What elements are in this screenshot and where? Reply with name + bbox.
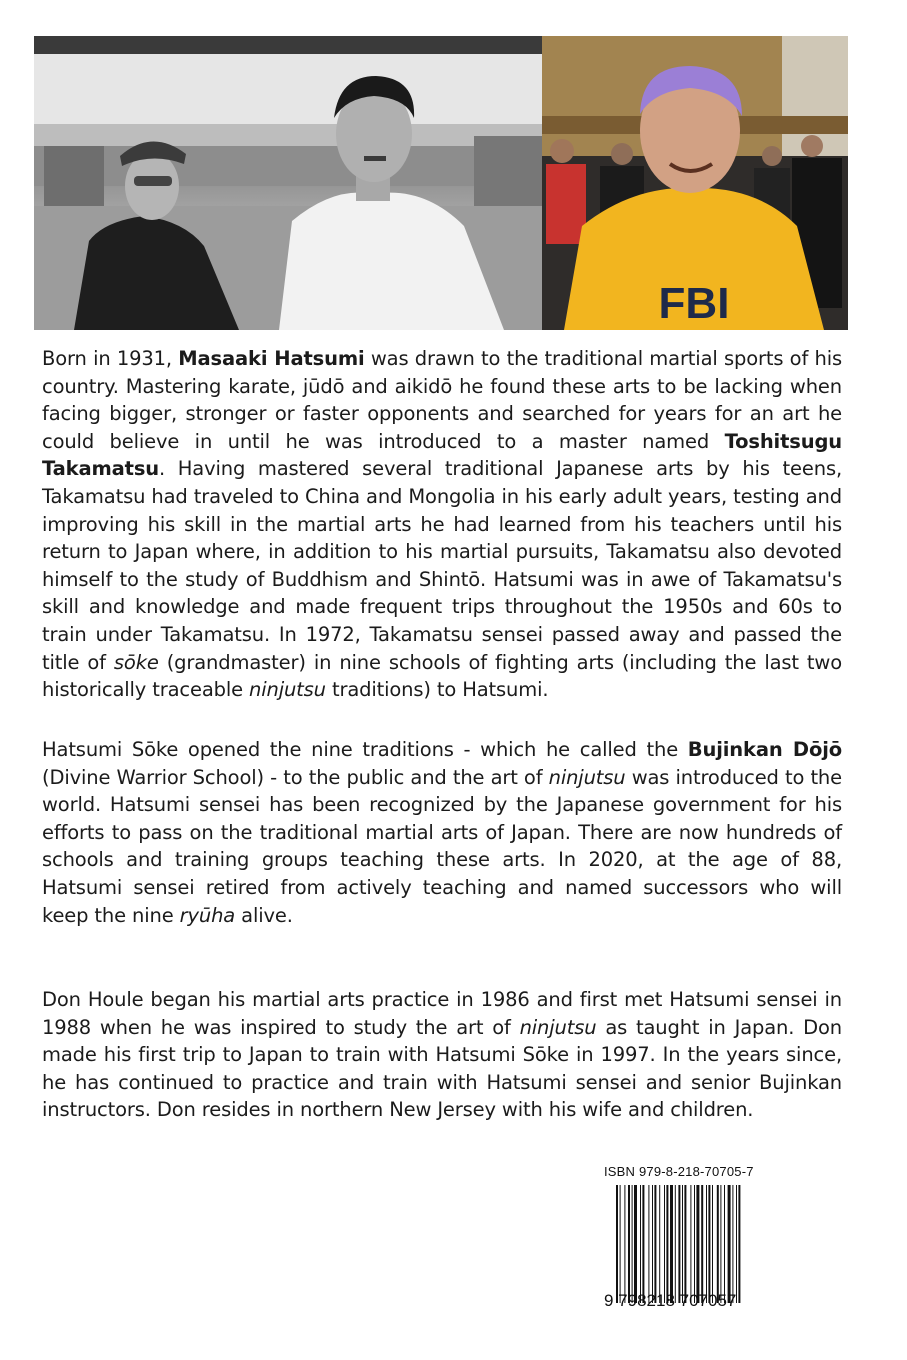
color-photo-illustration <box>542 36 848 330</box>
text-run: alive. <box>235 903 293 927</box>
text-run: Born in 1931, <box>42 347 179 370</box>
text-run: was introduced to the world. Hatsumi sensei has been recognized by the Japanese government for his efforts to pass on the traditional martial arts of Japan. There are now hundreds of schools and training groups teaching these arts. In 2020, at the age of 88, Hatsumi sensei retired from actively teaching and named successors who will keep the nine <box>42 765 842 927</box>
text-run: was drawn to the traditional martial sports of his country. Mastering karate, jūdō and aikidō he found these arts to be lacking when facing bigger, stronger or faster opponents and searched for years for an art he could believe in until he was introduced to a master named <box>42 347 842 453</box>
isbn-label: ISBN 979-8-218-70705-7 <box>604 1164 754 1179</box>
color-photo <box>542 36 848 330</box>
text-run: as taught in Japan. Don made his first trip to Japan to train with Hatsumi Sōke in 1997. In the years since, he has continued to practice and train with Hatsumi sensei and senior Bujinkan instructors. Don resides in northern New Jersey with his wife and children. <box>42 1015 842 1122</box>
text-run: (Divine Warrior School) - to the public and the art of <box>42 765 549 789</box>
text-run: (grandmaster) in nine schools of fighting arts (including the last two historically traceable <box>42 650 842 702</box>
name-bujinkan-dojo: Bujinkan Dōjō <box>687 738 842 761</box>
fbi-shirt-text: FBI <box>658 279 730 328</box>
barcode-bars <box>616 1185 774 1303</box>
name-masaaki-hatsumi: Masaaki Hatsumi <box>178 347 365 370</box>
cover-photos <box>34 36 848 330</box>
black-and-white-photo <box>34 36 542 330</box>
name-toshitsugu-takamatsu: Toshitsugu Takamatsu <box>42 429 842 481</box>
term-ninjutsu: ninjutsu <box>548 765 626 789</box>
barcode-digits: 9 798218 707057 <box>604 1291 737 1310</box>
text-run: . Having mastered several traditional Japanese arts by his teens, Takamatsu had traveled to China and Mongolia in his early adult years, testing and improving his skill in the martial arts he had learned from his teachers until his return to Japan where, in addition to his martial pursuits, Takamatsu also devoted himself to the study of Buddhism and Shintō. Hatsumi was in awe of Takamatsu's skill and knowledge and made frequent trips throughout the 1950s and 60s to train under Takamatsu. In 1972, Takamatsu sensei passed away and passed the title of <box>42 457 842 674</box>
text-run: Don Houle began his martial arts practice in 1986 and first met Hatsumi sensei in 1988 when he was inspired to study the art of <box>42 988 842 1039</box>
bujinkan-paragraph <box>42 736 842 929</box>
term-ninjutsu: ninjutsu <box>249 678 326 702</box>
term-ninjutsu: ninjutsu <box>519 1015 597 1039</box>
text-run: traditions) to Hatsumi. <box>325 678 549 702</box>
text-run: Hatsumi Sōke opened the nine traditions - which he called the <box>42 738 688 761</box>
term-ryuha: ryūha <box>179 903 236 927</box>
bw-photo-illustration <box>34 36 542 330</box>
bio-paragraph-hatsumi <box>42 345 842 704</box>
term-soke: sōke <box>113 650 159 674</box>
isbn-barcode <box>604 1164 782 1310</box>
author-bio-paragraph <box>42 986 842 1124</box>
